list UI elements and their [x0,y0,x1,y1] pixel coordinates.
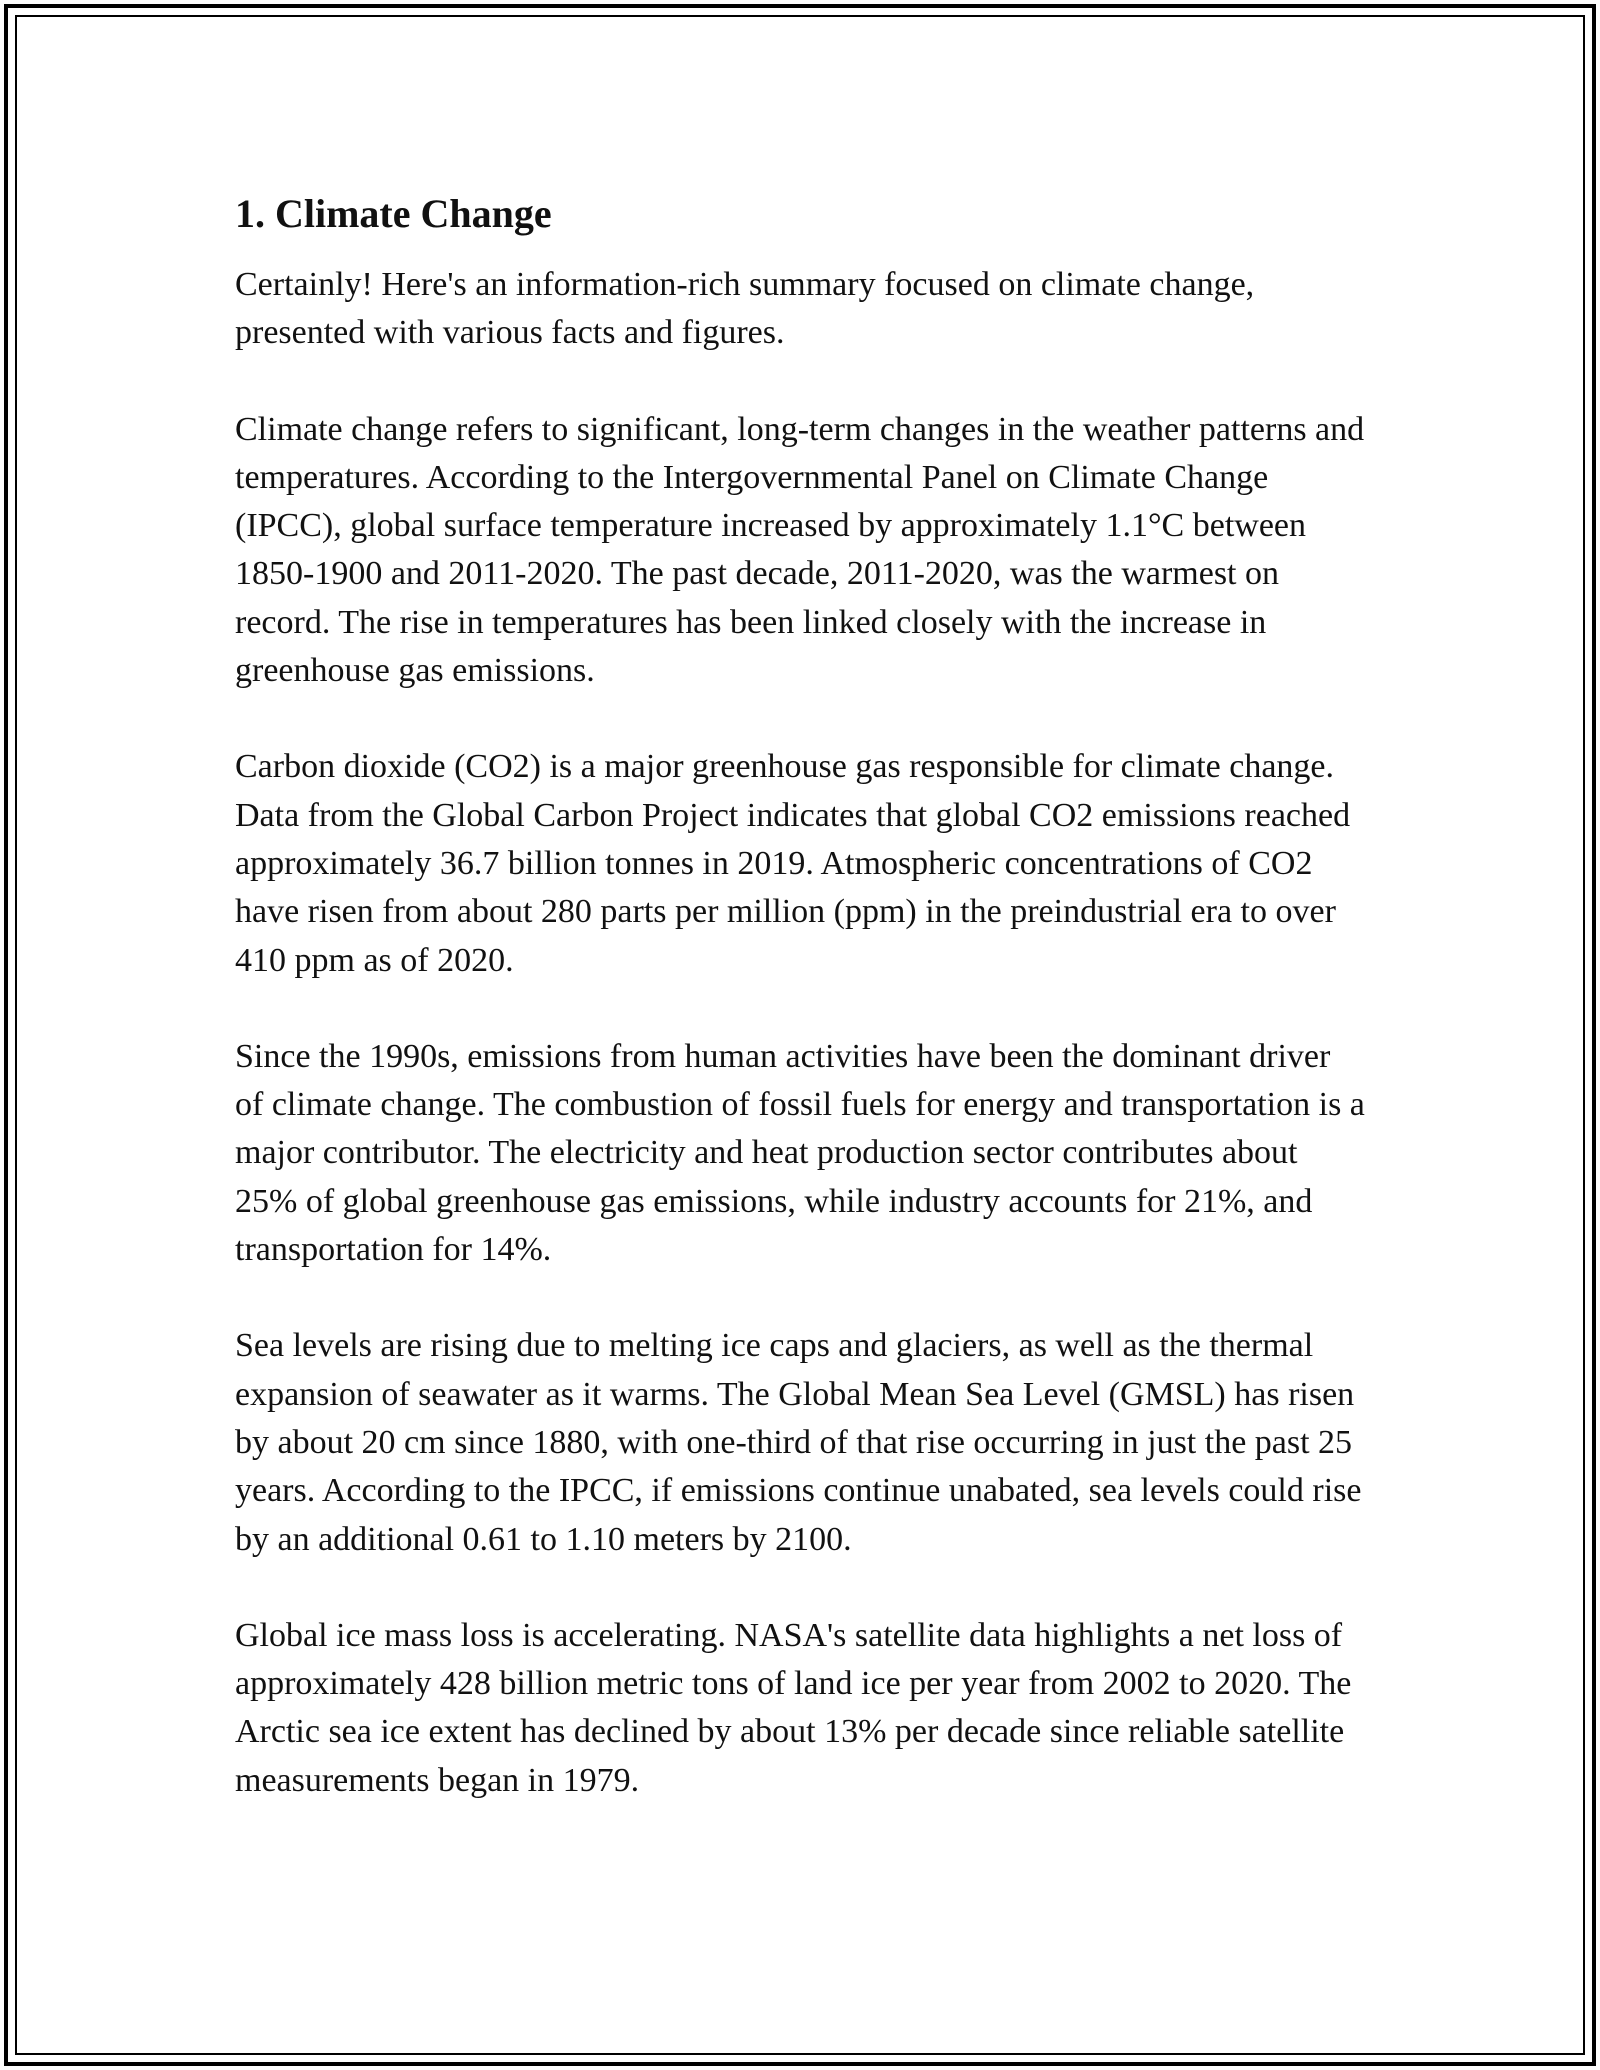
section-heading: 1. Climate Change [235,191,552,236]
document-body [235,185,1365,1853]
paragraph-sea-levels: Sea levels are rising due to melting ice caps and glaciers, as well as the thermal expansion of seawater as it warms. The Global Mean Sea Level (GMSL) has risen by about 20 cm since 1880, with one-third of that rise occurring in just the past 25 years. According to the IPCC, if emissions continue unabated, sea levels could rise by an additional 0.61 to 1.10 meters by 2100. [235,1327,1362,1558]
paragraph-co2: Carbon dioxide (CO2) is a major greenhouse gas responsible for climate change. Data from the Global Carbon Project indicates that global CO2 emissions reached approximately 36.7 billion tonnes in 2019. Atmospheric concentrations of CO2 have risen from about 280 parts per million (ppm) in the preindustrial era to over 410 ppm as of 2020. [235,748,1351,979]
paragraph-temperature: Climate change refers to significant, long-term changes in the weather patterns and temperatures. According to the Intergovernmental Panel on Climate Change (IPCC), global surface temperature increased by approximately 1.1°C between 1850-1900 and 2011-2020. The past decade, 2011-2020, was the warmest on record. The rise in temperatures has been linked closely with the increase in greenhouse gas emissions. [235,410,1365,690]
paragraph-ice-loss: Global ice mass loss is accelerating. NASA's satellite data highlights a net loss of approximately 428 billion metric tons of land ice per year from 2002 to 2020. The Arctic sea ice extent has declined by about 13% per decade since reliable satellite measurements began in 1979. [235,1616,1352,1799]
paragraph-emissions-sources: Since the 1990s, emissions from human activities have been the dominant driver of climate change. The combustion of fossil fuels for energy and transportation is a major contributor. The electricity and heat production sector contributes about 25% of global greenhouse gas emissions, while industry accounts for 21%, and transportation for 14%. [235,1037,1365,1269]
paragraph-intro: Certainly! Here's an information-rich summary focused on climate change, presented with various facts and figures. [235,266,1255,352]
